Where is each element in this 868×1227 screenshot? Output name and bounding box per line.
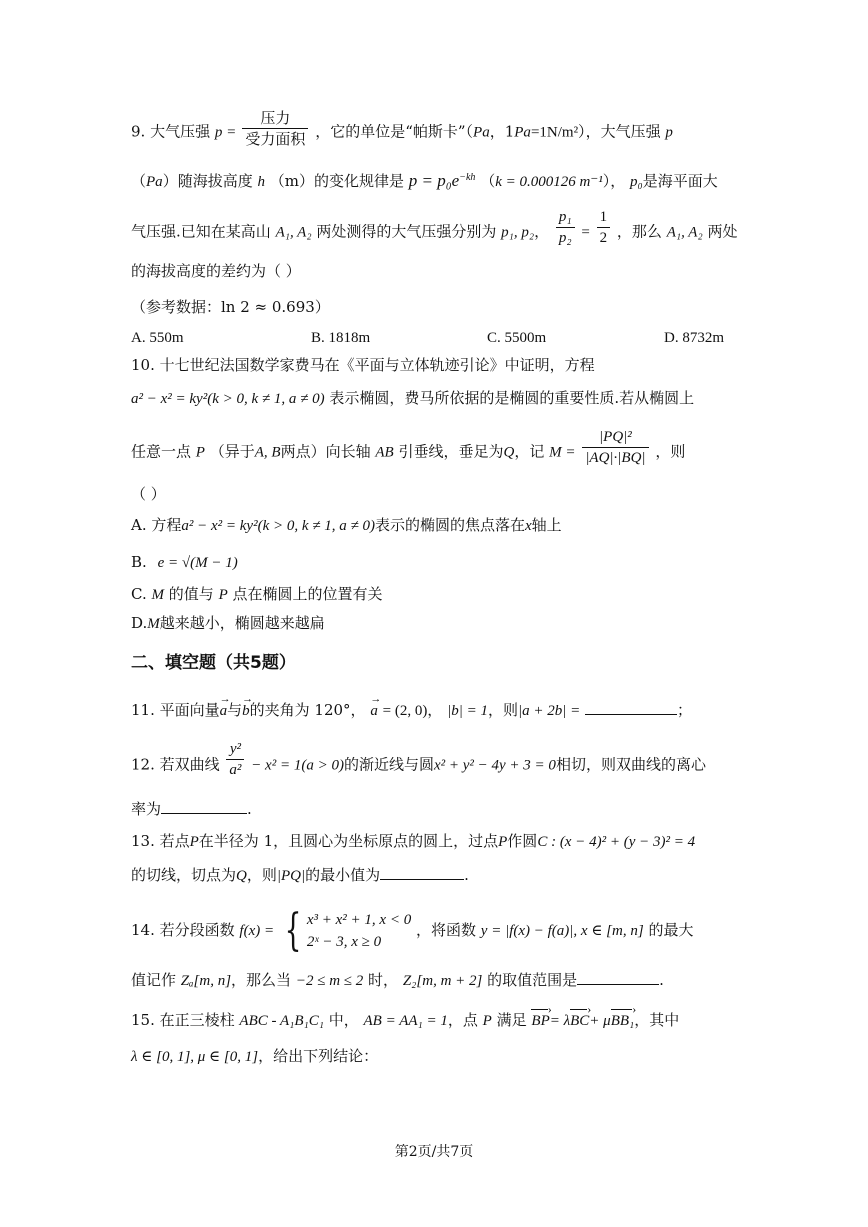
q9-var-h: h (257, 174, 265, 190)
q10-equation: a² − x² = ky²(k > 0, k ≠ 1, a ≠ 0) (131, 391, 325, 407)
q10-text: （异于 (209, 442, 255, 461)
q15-mu: + μ (589, 1013, 611, 1029)
q11-vector-b: → b (242, 701, 250, 721)
q9-text: （ (480, 172, 496, 190)
q9-line3 (131, 209, 738, 248)
answer-blank[interactable] (161, 799, 247, 814)
q10-text: D. (131, 614, 148, 632)
q15-text: 中， (328, 1011, 359, 1029)
q14-z-def: Zₐ[m, n] (180, 973, 232, 989)
q9-text: ， (534, 222, 550, 241)
q9-points: A₁, A₂ (275, 224, 312, 241)
q10-m-den: |AQ|·|BQ| (585, 450, 646, 466)
q11-text: ； (677, 701, 693, 719)
q9-var-p: p (665, 124, 673, 141)
q9-text: 两处测得的大气压强分别为 (316, 222, 497, 241)
q13-text: 的切线，切点为 (131, 866, 237, 884)
q14-text: ，将函数 (416, 921, 477, 939)
q9-formula: p = p₀e (408, 171, 460, 190)
q9-line4: 的海拔高度的差约为（ ） (131, 262, 301, 280)
q14-text: 的取值范围是 (487, 971, 578, 989)
q15-lambda: = λ (549, 1013, 571, 1029)
q14-range: −2 ≤ m ≤ 2 (295, 973, 364, 989)
q9-text: ，它的单位是“帕斯卡”（ (315, 122, 474, 141)
q10-text: 表示椭圆，费马所依据的是椭圆的重要性质.若从椭圆上 (329, 389, 695, 407)
q10-var-m: M (147, 616, 160, 632)
q10-option-a (131, 515, 562, 536)
q10-text: 任意一点 (131, 442, 192, 461)
q10-point-p: P (218, 587, 228, 603)
q11-vector-value: = (2, 0)， (382, 703, 443, 719)
q9-ratio-num: p₁ (556, 207, 575, 228)
q14-cases (307, 909, 411, 953)
q10-m-fraction (582, 427, 648, 468)
q13-text: 的最小值为 (305, 866, 381, 884)
q11-expression: |a + 2b| = (517, 703, 581, 719)
q11-text: 与 (227, 701, 243, 719)
q14-case1: x³ + x² + 1, x < 0 (306, 912, 412, 928)
q9-points: A₁, A₂ (666, 224, 703, 241)
q12-line2 (131, 799, 252, 819)
q9-option-c: C. 5500m (487, 330, 547, 346)
q9-var-p: p (214, 124, 223, 141)
q13-text: 在半径为 1，且圆心为坐标原点的圆上，过点 (198, 832, 499, 850)
q13-distance: |PQ| (276, 868, 306, 884)
q9-ratio-fraction (556, 207, 575, 248)
answer-blank[interactable] (380, 865, 464, 880)
q9-half-num: 1 (597, 207, 611, 228)
q9-pa: Pa (146, 174, 163, 190)
q9-text: （m）的变化规律是 (269, 172, 404, 190)
q9-unit-def: =1N/m²） (530, 124, 586, 141)
q12-text: 12. 若双曲线 (131, 755, 220, 774)
q14-text: . (659, 971, 664, 989)
q9-text: （ (131, 172, 147, 190)
section-heading: 二、填空题（共5题） (131, 653, 296, 673)
q14-text: 的最大 (648, 921, 694, 939)
q13-line1 (131, 831, 695, 852)
page-footer: 第2页/共7页 (394, 1144, 474, 1160)
q10-point-q: Q (503, 444, 515, 461)
q12-line1 (131, 741, 706, 780)
q10-line3 (131, 429, 686, 468)
q10-m-num: |PQ|² (582, 427, 648, 448)
q13-point-p: P (189, 834, 199, 850)
q9-ratio-den: p₂ (558, 230, 572, 246)
q10-equation: a² − x² = ky²(k > 0, k ≠ 1, a ≠ 0) (181, 518, 375, 534)
q11-line (131, 700, 692, 721)
q13-text: . (464, 866, 469, 884)
q14-function: f(x) = (239, 923, 275, 939)
q9-pressure-fraction (242, 108, 308, 149)
q15-vector-bp: BP › (531, 1008, 549, 1031)
q9-frac-den: 受力面积 (245, 130, 306, 148)
q13-point-q: Q (236, 868, 247, 884)
q15-line1 (131, 1008, 679, 1031)
q10-line1: 10. 十七世纪法国数学家费马在《平面与立体轨迹引论》中证明，方程 (131, 356, 595, 374)
q14-text: ，那么当 (231, 971, 292, 989)
q10-point-p: P (195, 444, 205, 461)
q11-norm-b: |b| = 1 (447, 703, 488, 719)
q12-circle: x² + y² − 4y + 3 = 0 (433, 757, 556, 774)
q9-half-fraction (597, 207, 611, 248)
q15-params: λ ∈ [0, 1], μ ∈ [0, 1] (131, 1049, 259, 1065)
q11-vector-a: → a (370, 701, 378, 721)
q10-text: 的值与 (168, 585, 214, 603)
q9-line2 (131, 168, 718, 192)
q10-var-m: M (151, 587, 164, 603)
q9-pressures: p₁, p₂ (501, 224, 535, 241)
q13-circle: C : (x − 4)² + (y − 3)² = 4 (537, 834, 696, 850)
q14-text: 值记作 (131, 971, 177, 989)
q10-m-eq: M = (549, 444, 576, 461)
q13-text: 作圆 (507, 832, 538, 850)
q10-text: B. (131, 553, 147, 571)
q9-half-den: 2 (599, 230, 608, 246)
q10-text: 表示的椭圆的焦点落在 (374, 516, 525, 534)
q15-vector-bb1: BB₁ › (611, 1008, 635, 1031)
q13-line2 (131, 865, 469, 886)
q10-option-d (131, 613, 325, 634)
q15-line2 (131, 1046, 378, 1067)
q14-y-function: y = |f(x) − f(a)|, x ∈ [m, n] (480, 923, 644, 939)
q9-text: ，大气压强 (585, 122, 661, 141)
q9-text: ，1 (489, 122, 515, 141)
q14-z2: Z₂[m, m + 2] (402, 973, 483, 989)
q11-text: ，则 (487, 701, 518, 719)
q15-text: ，点 (447, 1011, 478, 1029)
q14-line1 (131, 905, 694, 956)
q9-frac-num: 压力 (242, 108, 308, 129)
q9-text: 9. 大气压强 (131, 122, 211, 141)
q10-option-c (131, 584, 383, 605)
q9-eq: = (581, 224, 590, 241)
q12-frac-den: a² (229, 762, 242, 778)
q11-text: 的夹角为 120°， (249, 701, 366, 719)
q14-case2: 2ˣ − 3, x ≥ 0 (306, 934, 382, 950)
q10-text: 点在椭圆上的位置有关 (232, 585, 383, 603)
q12-fraction (226, 739, 244, 780)
q10-option-b (131, 552, 238, 573)
q11-text: 11. 平面向量 (131, 701, 220, 719)
answer-blank[interactable] (577, 970, 659, 985)
q15-vector-bc: BC › (570, 1008, 589, 1031)
q9-pa: Pa (514, 124, 531, 141)
q9-option-a: A. 550m (131, 330, 184, 346)
q9-text: 是海平面大 (642, 172, 718, 190)
q15-text: 15. 在正三棱柱 (131, 1011, 235, 1029)
q15-prism: ABC - A₁B₁C₁ (239, 1013, 324, 1029)
q15-text: ，其中 (634, 1011, 680, 1029)
q15-text: 满足 (496, 1011, 527, 1029)
q10-x-axis: x (525, 518, 532, 534)
q14-text: 时， (368, 971, 399, 989)
q9-option-d: D. 8732m (664, 330, 724, 346)
q15-edges: AB = AA₁ = 1 (363, 1013, 448, 1029)
q10-text: 越来越小，椭圆越来越扁 (159, 614, 325, 632)
q9-k-value: k = 0.000126 m⁻¹ (495, 174, 603, 190)
q12-hyperbola: − x² = 1(a > 0) (251, 757, 344, 774)
q12-text: 相切，则双曲线的离心 (555, 755, 706, 774)
q9-reference: （参考数据：ln 2 ≈ 0.693） (131, 298, 330, 316)
q11-vector-a: → a (220, 701, 228, 721)
q13-text: ，则 (246, 866, 277, 884)
q13-text: 13. 若点 (131, 832, 190, 850)
q14-line2 (131, 970, 664, 991)
q12-frac-num: y² (226, 739, 244, 760)
q10-eccentricity: e = √(M − 1) (157, 555, 238, 571)
answer-blank[interactable] (585, 700, 677, 715)
q15-text: ，给出下列结论： (258, 1047, 379, 1065)
q10-text: C. (131, 585, 147, 603)
q10-text: A. 方程 (131, 516, 182, 534)
q12-text: 率为 (131, 800, 162, 818)
q12-text: . (247, 800, 252, 818)
q9-eq: = (227, 124, 236, 141)
q13-point-p: P (498, 834, 508, 850)
q9-text: ，那么 (616, 222, 662, 241)
q9-text: 气压强.已知在某高山 (131, 222, 271, 241)
q9-p0: p₀ (630, 174, 643, 190)
q10-text: ，则 (655, 442, 686, 461)
q14-text: 14. 若分段函数 (131, 921, 235, 939)
q10-paren: （ ） (131, 485, 166, 503)
q10-text: ，记 (514, 442, 545, 461)
q15-point-p: P (482, 1013, 492, 1029)
q10-text: 引垂线，垂足为 (398, 442, 504, 461)
q9-pa: Pa (473, 124, 490, 141)
q9-line1 (131, 109, 673, 149)
brace-icon: { (284, 905, 302, 956)
q10-axis-ab: AB (375, 444, 394, 461)
q9-option-b: B. 1818m (311, 330, 371, 346)
q10-points-ab: A, B (254, 444, 281, 461)
q10-text: 轴上 (531, 516, 562, 534)
q10-line2 (131, 388, 694, 409)
q9-exponent: −kh (459, 172, 476, 183)
q9-text: ）随海拔高度 (162, 172, 253, 190)
q12-text: 的渐近线与圆 (343, 755, 434, 774)
q9-text: ）， (602, 172, 626, 190)
q10-text: 两点）向长轴 (280, 442, 371, 461)
q9-text: 两处 (707, 222, 738, 241)
